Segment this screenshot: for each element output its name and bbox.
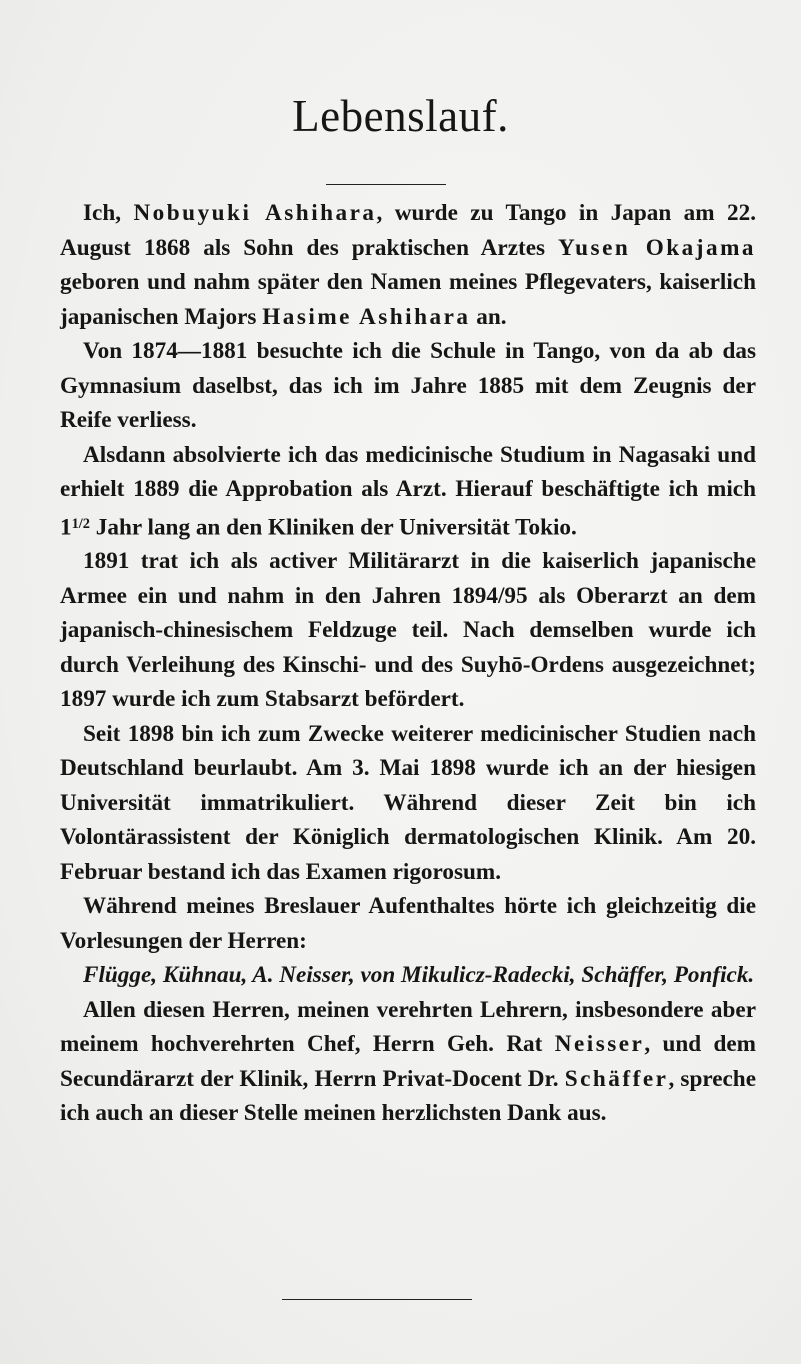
page-title: Lebenslauf. xyxy=(292,91,509,141)
paragraph-lectures: Während meines Breslauer Aufenthaltes hörte ich gleichzeitig die Vorlesungen der Herren: xyxy=(60,893,756,954)
text-run: geboren und nahm später den Namen meines Pflegevaters, kaiserlich japanischen Majors xyxy=(60,269,756,330)
name-neisser: Neisser xyxy=(554,1031,645,1058)
document-body xyxy=(60,196,756,1131)
title-rule xyxy=(326,184,446,185)
foster-father-name: Hasime Ashihara xyxy=(262,303,471,330)
paragraph-school: Von 1874—1881 besuchte ich die Schule in Tango, von da ab das Gymnasium daselbst, das ich im Jahre 1885 mit dem Zeugnis der Reife verliess. xyxy=(60,338,756,433)
text-run: Jahr lang an den Kliniken der Universität Tokio. xyxy=(89,513,577,540)
paragraph-thanks xyxy=(60,993,756,1131)
fraction: 1/2 xyxy=(71,515,90,532)
text-run: an. xyxy=(470,303,507,330)
paragraph-military: 1891 trat ich als activer Militärarzt in die kaiserlich japanische Armee ein und nahm in den Jahren 1894/95 als Oberarzt an dem japanisch-chinesischem Feldzuge teil. Nach demselben wurde ich durch Verleihung des Kinschi- und des Suyhō-Ordens ausgezeichnet; 1897 wurde ich zum Stabsarzt befördert. xyxy=(60,548,756,713)
end-rule xyxy=(282,1299,472,1300)
paragraph-studies xyxy=(60,438,756,545)
text-run: Ich, xyxy=(83,200,134,226)
name-schaeffer: Schäffer xyxy=(564,1065,669,1092)
text-run: , und dem Secundärarzt der Klinik, Herrn Privat-Docent Dr. xyxy=(60,1031,756,1092)
text-run: , spreche ich auch an dieser Stelle meinen herzlichsten Dank aus. xyxy=(60,1065,756,1127)
text-run: Allen diesen Herren, meinen verehrten Lehrern, insbesondere aber meinem hochverehrten Chef, Herrn Geh. Rat xyxy=(60,996,756,1058)
text-run: Alsdann absolvierte ich das medicinische Studium in Nagasaki und erhielt 1889 die Approbation als Arzt. Hierauf beschäftigte ich mich 1 xyxy=(60,441,756,540)
paragraph-birth xyxy=(60,196,756,334)
paragraph-germany: Seit 1898 bin ich zum Zwecke weiterer medicinischer Studien nach Deutschland beurlaubt. Am 3. Mai 1898 wurde ich an der hiesigen Universität immatrikuliert. Während dieser Zeit bin ich Volontärassistent der Königlich dermatologischen Klinik. Am 20. Februar bestand ich das Examen rigorosum. xyxy=(60,720,756,885)
father-name: Yusen Okajama xyxy=(558,234,756,261)
author-name: Nobuyuki Ashihara xyxy=(133,200,377,226)
teachers-list: Flügge, Kühnau, A. Neisser, von Mikulicz-Radecki, Schäffer, Ponfick. xyxy=(83,962,755,989)
text-run: , wurde zu Tango in Japan am 22. August 1868 als Sohn des praktischen Arztes xyxy=(60,200,756,261)
